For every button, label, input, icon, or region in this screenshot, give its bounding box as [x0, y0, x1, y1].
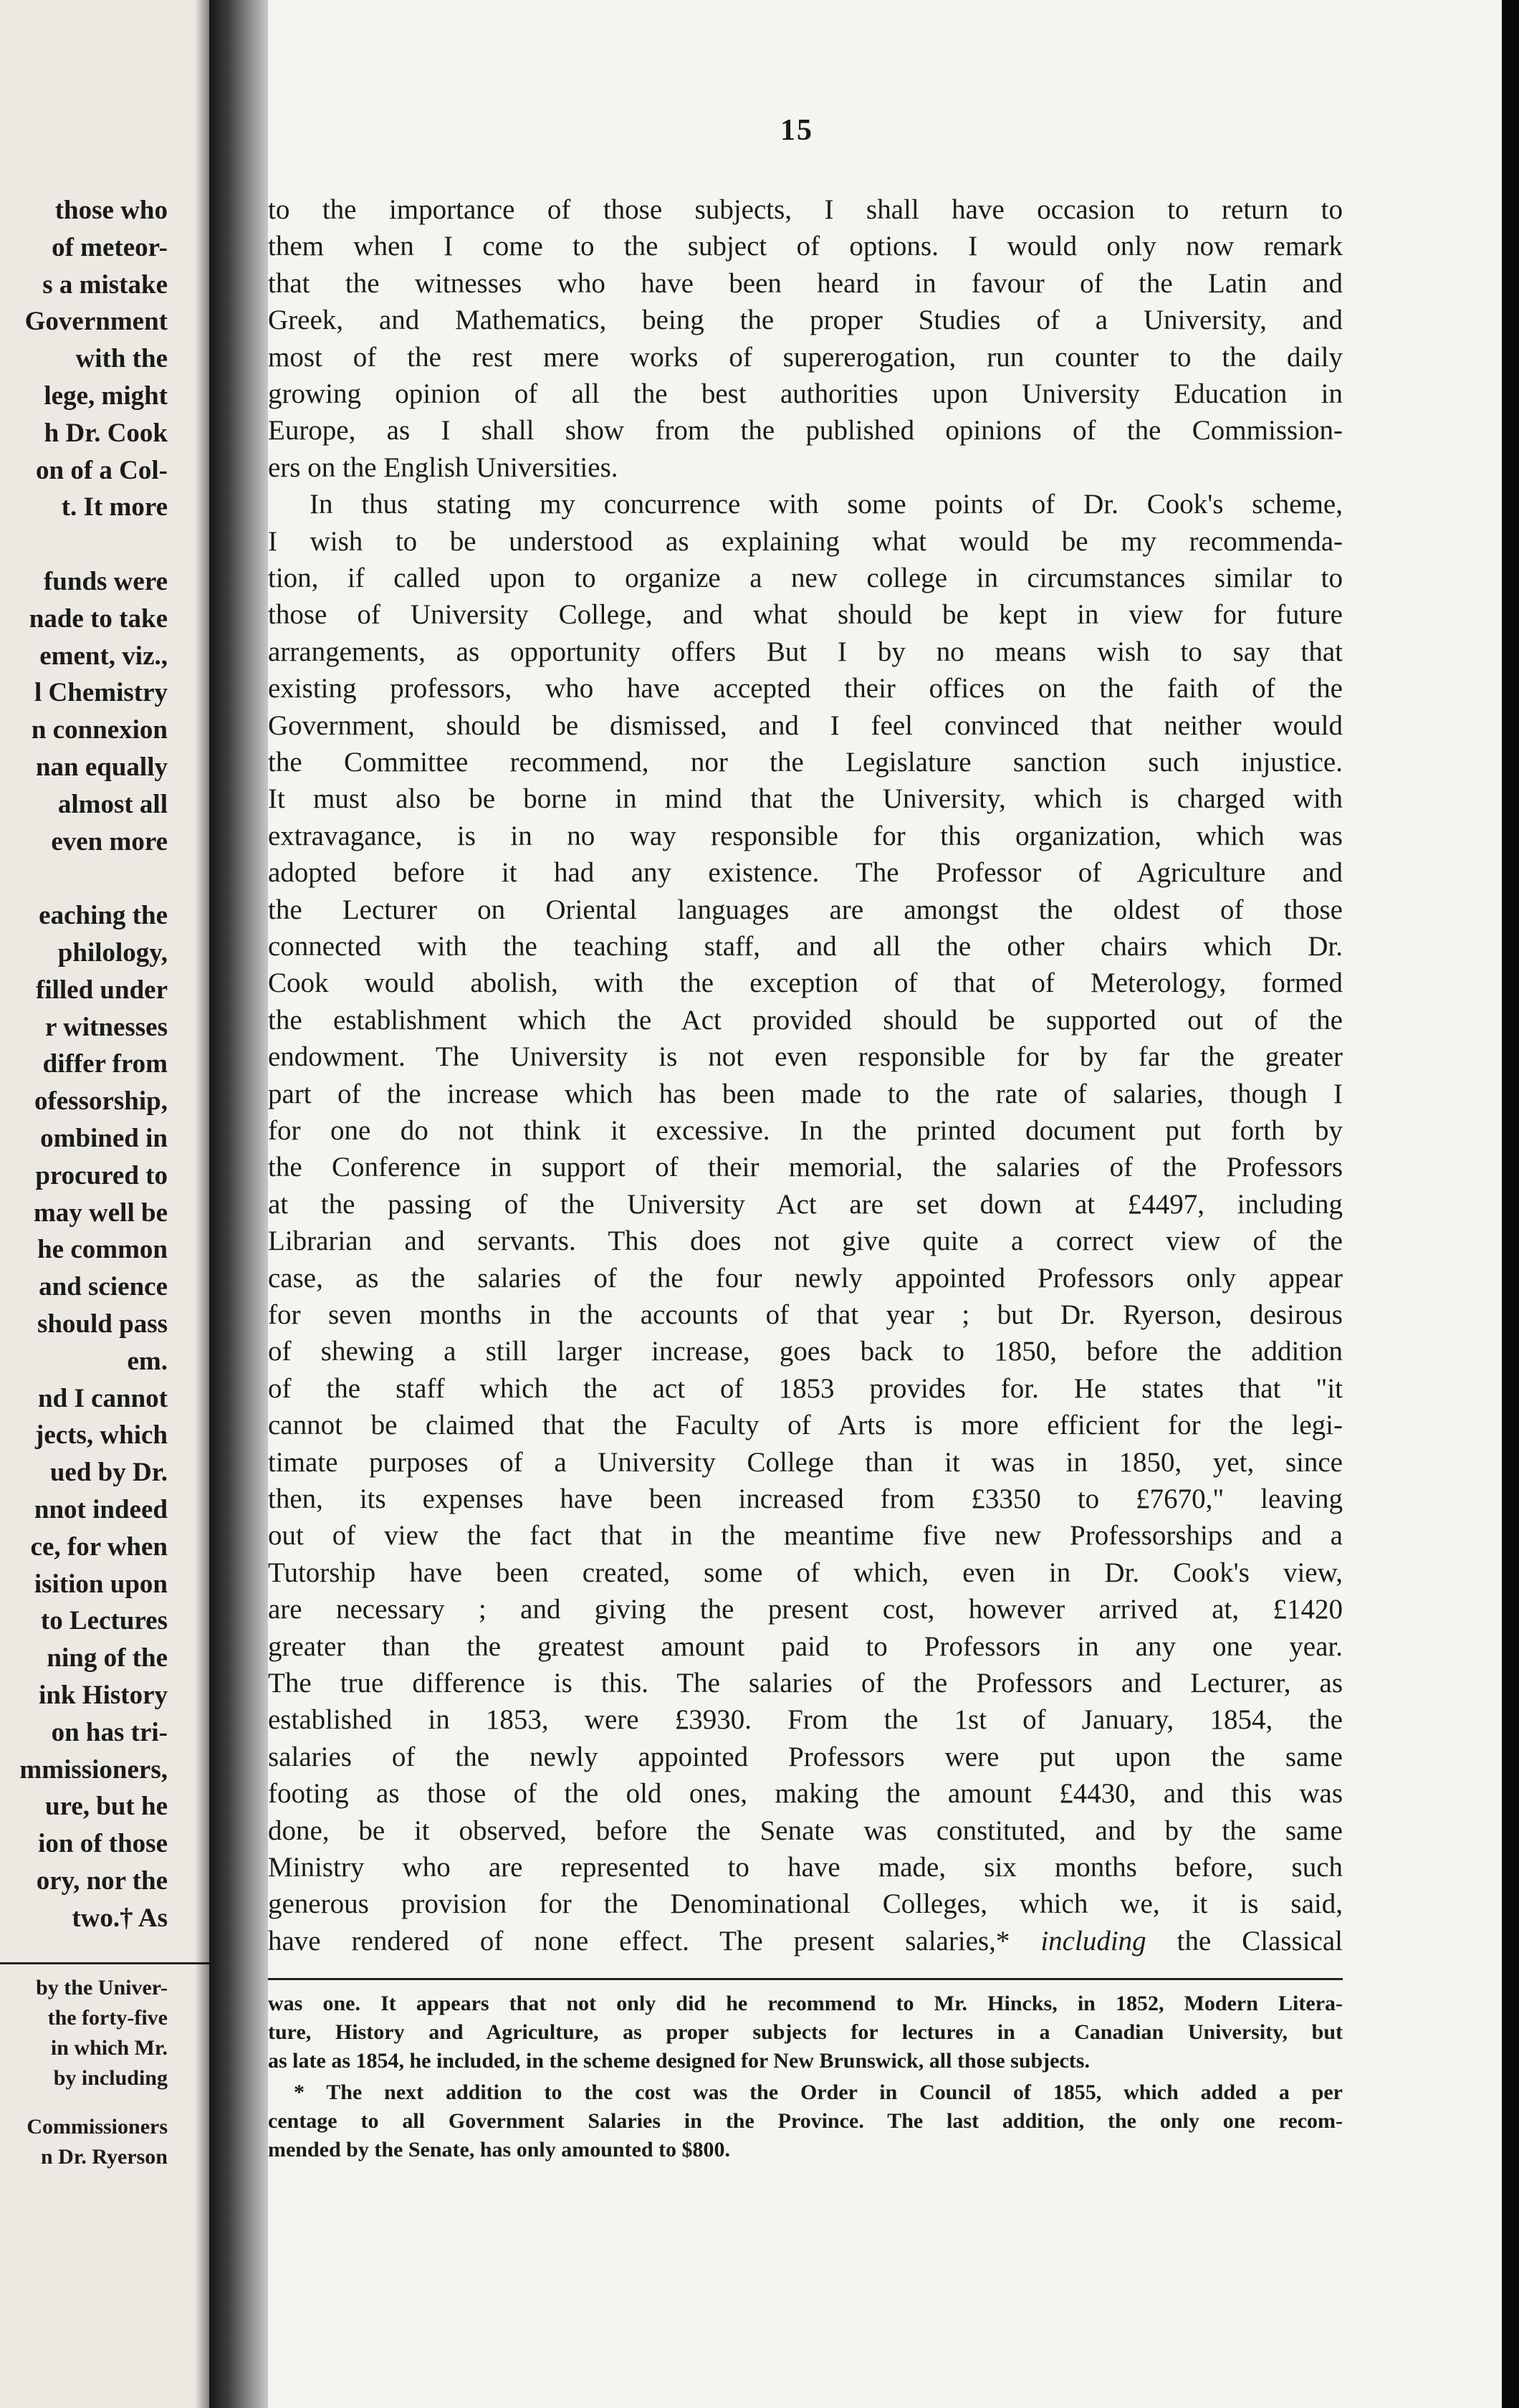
previous-page-line: two.† As [72, 1903, 168, 1933]
body-line: timate purposes of a University College than it was in 1850, yet, since [268, 1446, 1343, 1478]
body-line: to the importance of those subjects, I shall have occasion to return to [268, 194, 1343, 225]
previous-page-line: should pass [37, 1309, 168, 1339]
body-line: generous provision for the Denominational Colleges, which we, it is said, [268, 1888, 1343, 1920]
body-line: the establishment which the Act provided should be supported out of the [268, 1004, 1343, 1036]
body-line: done, be it observed, before the Senate was constituted, and by the same [268, 1815, 1343, 1846]
previous-page-line: to Lectures [40, 1606, 168, 1636]
body-line: them when I come to the subject of options. I would only now remark [268, 231, 1343, 262]
previous-page-line: eaching the [39, 901, 168, 931]
footnote-rule [268, 1978, 1343, 1980]
body-line: adopted before it had any existence. The Professor of Agriculture and [268, 857, 1343, 889]
body-line: part of the increase which has been made to the rate of salaries, though I [268, 1078, 1343, 1109]
previous-page-line: funds were [43, 567, 168, 596]
previous-page [0, 0, 209, 2408]
previous-page-line: even more [51, 826, 168, 856]
body-line: footing as those of the old ones, making the amount £4430, and this was [268, 1778, 1343, 1810]
page-edge-shadow [195, 0, 209, 2408]
previous-page-line: jects, which [35, 1420, 168, 1451]
body-line: established in 1853, were £3930. From the 1st of January, 1854, the [268, 1704, 1343, 1736]
footnote-line [268, 2078, 1343, 2107]
body-line: the Conference in support of their memorial, the salaries of the Professors [268, 1152, 1343, 1183]
previous-page-footnote-rule [0, 1962, 209, 1964]
previous-page-line: on of a Col- [36, 455, 168, 485]
body-line: Government, should be dismissed, and I feel convinced that neither would [268, 710, 1343, 741]
body-line: Greek, and Mathematics, being the proper Studies of a University, and [268, 305, 1343, 336]
body-line: I wish to be understood as explaining what would be my recommenda- [268, 525, 1343, 557]
footnote-line: ture, History and Agriculture, as proper subjects for lectures in a Canadian University, but [268, 2020, 1343, 2044]
previous-page-line: ement, viz., [39, 641, 168, 671]
body-line: Ministry who are represented to have made, six months before, such [268, 1852, 1343, 1883]
previous-page-line: ued by Dr. [49, 1458, 168, 1488]
body-line: The true difference is this. The salaries of the Professors and Lecturer, as [268, 1668, 1343, 1698]
previous-page-line: differ from [42, 1049, 168, 1079]
body-line: Europe, as I shall show from the published opinions of the Commission- [268, 415, 1343, 446]
body-line: ers on the English Universities. [268, 452, 618, 483]
body-line: It must also be borne in mind that the University, which is charged with [268, 783, 1343, 815]
previous-page-line: t. It more [61, 492, 168, 522]
previous-page-line: r witnesses [45, 1012, 168, 1042]
body-line: out of view the fact that in the meantime five new Professorships and a [268, 1520, 1343, 1552]
body-line: Librarian and servants. This does not give quite a correct view of the [268, 1226, 1343, 1257]
previous-page-line: ink History [39, 1681, 168, 1710]
previous-page-line: nade to take [29, 603, 168, 634]
book-gutter [209, 0, 268, 2408]
previous-page-line: h Dr. Cook [44, 418, 168, 448]
previous-page-line: filled under [36, 975, 168, 1005]
previous-page-line: nan equally [35, 752, 168, 782]
previous-page-line: almost all [57, 789, 168, 819]
body-line: have rendered of none effect. The present salaries,* including the Classical [268, 1925, 1343, 1956]
body-line: of the staff which the act of 1853 provides for. He states that "it [268, 1372, 1343, 1404]
previous-page-line: ning of the [47, 1643, 168, 1673]
previous-page-line: ory, nor the [36, 1866, 168, 1896]
body-line: most of the rest mere works of supererogation, run counter to the daily [268, 341, 1343, 373]
body-line: extravagance, is in no way responsible for this organization, which was [268, 820, 1343, 851]
previous-page-line: philology, [57, 938, 168, 968]
previous-page-line: Government [24, 307, 168, 337]
previous-page-line: ure, but he [45, 1792, 168, 1822]
footnote-line: centage to all Government Salaries in the Province. The last addition, the only one recom- [268, 2109, 1343, 2133]
body-line: greater than the greatest amount paid to Professors in any one year. [268, 1630, 1343, 1662]
body-line: connected with the teaching staff, and all the other chairs which Dr. [268, 931, 1343, 962]
emphasis: including [1040, 1925, 1146, 1956]
body-line: are necessary ; and giving the present cost, however arrived at, £1420 [268, 1594, 1343, 1625]
line-text: In thus stating my concurrence with some points of Dr. Cook's scheme, [310, 489, 1343, 520]
body-line: Tutorship have been created, some of which, even in Dr. Cook's view, [268, 1557, 1343, 1588]
previous-page-line: s a mistake [42, 269, 168, 300]
previous-page-line: procured to [35, 1160, 168, 1190]
footnote-line: was one. It appears that not only did he recommend to Mr. Hincks, in 1852, Modern Litera- [268, 1992, 1343, 2015]
previous-page-line: and science [39, 1272, 168, 1302]
previous-page-line: of meteor- [52, 232, 168, 262]
body-line: then, its expenses have been increased from £3350 to £7670," leaving [268, 1484, 1343, 1514]
scan-border [1502, 0, 1519, 2408]
previous-page-line: n connexion [31, 715, 168, 745]
previous-page-line: ion of those [38, 1829, 168, 1859]
footnote-line: as late as 1854, he included, in the scheme designed for New Brunswick, all those subjects. [268, 2049, 1090, 2073]
body-line: at the passing of the University Act are set down at £4497, including [268, 1188, 1343, 1220]
body-line: case, as the salaries of the four newly appointed Professors only appear [268, 1262, 1343, 1294]
body-line: of shewing a still larger increase, goes back to 1850, before the addition [268, 1336, 1343, 1367]
previous-page-footnote-line: the forty-five [47, 2006, 168, 2030]
body-line: tion, if called upon to organize a new college in circumstances similar to [268, 563, 1343, 593]
previous-page-line: may well be [33, 1198, 168, 1228]
previous-page-line: em. [127, 1346, 168, 1376]
previous-page-line: isition upon [34, 1569, 168, 1599]
footnote-line: mended by the Senate, has only amounted to $800. [268, 2138, 731, 2161]
body-line: for seven months in the accounts of that year ; but Dr. Ryerson, desirous [268, 1299, 1343, 1330]
body-line: for one do not think it excessive. In the printed document put forth by [268, 1115, 1343, 1146]
previous-page-footnote-line: by the Univer- [36, 1976, 168, 2000]
body-line [268, 487, 1343, 522]
previous-page-line: with the [75, 344, 168, 374]
previous-page-footnote-line: in which Mr. [50, 2036, 168, 2060]
previous-page-line: nd I cannot [38, 1383, 168, 1413]
page-number: 15 [780, 114, 813, 147]
previous-page-line: those who [54, 196, 168, 225]
body-line: endowment. The University is not even responsible for by far the greater [268, 1041, 1343, 1073]
previous-page-line: nnot indeed [34, 1495, 168, 1524]
previous-page-footnote-line: n Dr. Ryerson [40, 2145, 168, 2169]
previous-page-line: ofessorship, [34, 1086, 168, 1117]
previous-page-line: l Chemistry [34, 678, 168, 708]
previous-page-footnote-line: by including [53, 2066, 168, 2090]
previous-page-line: ombined in [40, 1124, 168, 1153]
body-line: the Committee recommend, nor the Legislature sanction such injustice. [268, 747, 1343, 778]
previous-page-line: lege, might [44, 381, 168, 411]
body-line: that the witnesses who have been heard in favour of the Latin and [268, 267, 1343, 299]
previous-page-line: ce, for when [30, 1532, 168, 1562]
body-line: salaries of the newly appointed Professors were put upon the same [268, 1741, 1343, 1772]
previous-page-line: on has tri- [51, 1717, 168, 1747]
previous-page-line: he common [37, 1235, 168, 1265]
body-line: arrangements, as opportunity offers But I by no means wish to say that [268, 636, 1343, 667]
body-line: Cook would abolish, with the exception of that of Meterology, formed [268, 968, 1343, 999]
body-line: existing professors, who have accepted their offices on the faith of the [268, 673, 1343, 704]
body-line: those of University College, and what should be kept in view for future [268, 599, 1343, 631]
previous-page-line: mmissioners, [19, 1754, 168, 1784]
body-line: cannot be claimed that the Faculty of Arts is more efficient for the legi- [268, 1410, 1343, 1441]
previous-page-footnote-line: Commissioners [27, 2115, 168, 2139]
body-line: the Lecturer on Oriental languages are amongst the oldest of those [268, 894, 1343, 925]
line-text: * The next addition to the cost was the Order in Council of 1855, which added a per [294, 2080, 1343, 2104]
body-line: growing opinion of all the best authorities upon University Education in [268, 378, 1343, 409]
